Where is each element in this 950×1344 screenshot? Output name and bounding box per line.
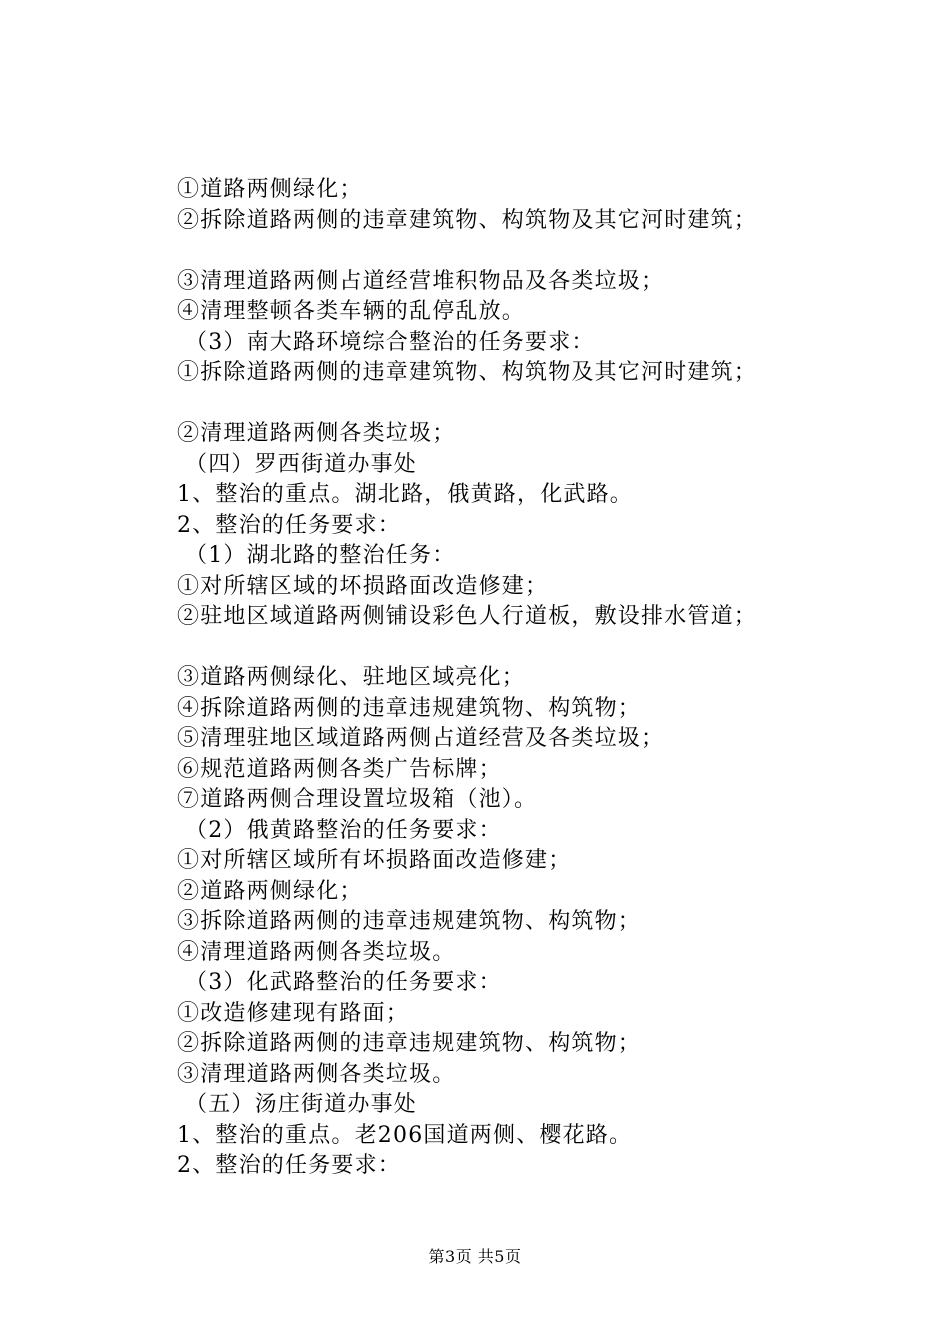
document-body [177, 175, 877, 1182]
text-line: ②拆除道路两侧的违章建筑物、构筑物及其它河时建筑； [177, 207, 758, 233]
subsection-heading: （1）湖北路的整治任务： [185, 543, 456, 568]
text-line: ①对所辖区域所有坏损路面改造修建； [177, 848, 572, 873]
text-line: 1、整治的重点。老206国道两侧、樱花路。 [177, 1122, 633, 1148]
text-line: ①对所辖区域的坏损路面改造修建； [177, 573, 549, 599]
text-line: ①改造修建现有路面； [177, 1000, 410, 1026]
text-line: ③拆除道路两侧的违章违规建筑物、构筑物； [177, 909, 642, 934]
subsection-heading: （3）南大路环境综合整治的任务要求： [185, 329, 595, 355]
text-line: ⑦道路两侧合理设置垃圾箱（池）。 [177, 787, 538, 812]
subsection-heading: （3）化武路整治的任务要求： [185, 970, 502, 995]
text-line: ②道路两侧绿化； [177, 878, 363, 904]
text-line: ①道路两侧绿化； [177, 177, 363, 202]
section-heading: （五）汤庄街道办事处 [185, 1092, 418, 1117]
text-line: ③道路两侧绿化、驻地区域亮化； [177, 665, 526, 690]
text-line: ⑥规范道路两侧各类广告标牌； [177, 756, 502, 782]
blank-line [177, 633, 877, 664]
blank-line [177, 389, 877, 420]
subsection-heading: （2）俄黄路整治的任务要求： [185, 817, 502, 843]
text-line: ①拆除道路两侧的违章建筑物、构筑物及其它河时建筑； [177, 360, 758, 385]
text-line: ②驻地区域道路两侧铺设彩色人行道板，敷设排水管道； [177, 604, 758, 629]
text-line: ④清理整顿各类车辆的乱停乱放。 [177, 299, 526, 324]
text-line: ③清理道路两侧各类垃圾。 [177, 1061, 456, 1087]
text-line: ②拆除道路两侧的违章违规建筑物、构筑物； [177, 1031, 642, 1056]
text-line: ⑤清理驻地区域道路两侧占道经营及各类垃圾； [177, 726, 665, 751]
page-footer: 第3页 共5页 [428, 1247, 522, 1266]
blank-line [177, 236, 877, 267]
text-line: ④清理道路两侧各类垃圾。 [177, 939, 456, 965]
text-line: 2、整治的任务要求： [177, 1153, 401, 1178]
text-line: ②清理道路两侧各类垃圾； [177, 421, 456, 446]
text-line: ③清理道路两侧占道经营堆积物品及各类垃圾； [177, 268, 665, 294]
section-heading: （四）罗西街道办事处 [185, 451, 418, 477]
text-line: 1、整治的重点。湖北路，俄黄路，化武路。 [177, 482, 633, 507]
text-line: 2、整治的任务要求： [177, 512, 401, 538]
text-line: ④拆除道路两侧的违章违规建筑物、构筑物； [177, 695, 642, 721]
